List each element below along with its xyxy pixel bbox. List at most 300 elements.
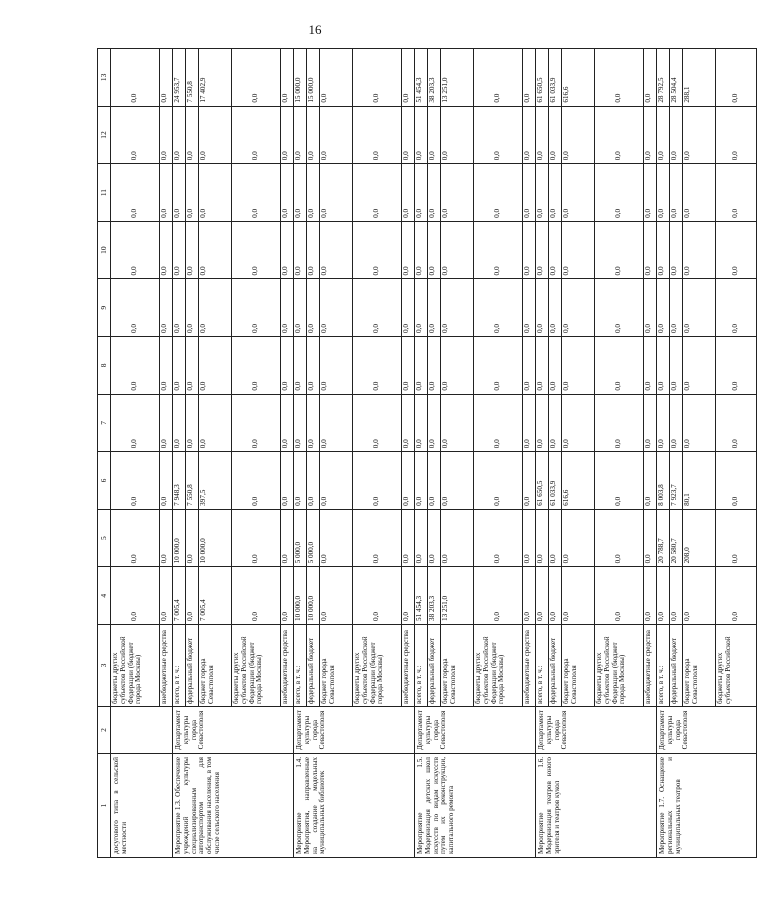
value-cell: 0,0	[474, 337, 523, 395]
value-cell: 28 504,4	[670, 49, 683, 107]
funding-source: федеральный бюджет	[307, 625, 320, 707]
measure-name: Мероприятие 1.7. Оснащение региональных и муниципальных театров	[657, 754, 757, 858]
value-cell: 0,0	[402, 337, 415, 395]
value-cell: 0,0	[111, 567, 160, 625]
value-cell: 0,0	[111, 164, 160, 222]
value-cell: 0,0	[523, 279, 536, 337]
value-cell: 5 000,0	[294, 509, 307, 567]
value-cell: 0,0	[353, 279, 402, 337]
value-cell: 0,0	[173, 221, 186, 279]
value-cell: 288,1	[683, 49, 716, 107]
value-cell: 0,0	[595, 164, 644, 222]
budget-table	[97, 48, 757, 858]
funding-source: всего, в т. ч.:	[294, 625, 307, 707]
value-cell: 0,0	[320, 337, 353, 395]
value-cell: 0,0	[428, 394, 441, 452]
value-cell: 0,0	[683, 394, 716, 452]
value-cell: 0,0	[716, 106, 757, 164]
value-cell: 0,0	[523, 337, 536, 395]
value-cell: 10 000,0	[173, 509, 186, 567]
funding-source: всего, в т. ч.:	[536, 625, 549, 707]
value-cell: 0,0	[111, 337, 160, 395]
value-cell: 0,0	[474, 106, 523, 164]
value-cell: 0,0	[232, 221, 281, 279]
value-cell: 0,0	[523, 394, 536, 452]
value-cell: 0,0	[523, 221, 536, 279]
value-cell: 0,0	[549, 164, 562, 222]
value-cell: 0,0	[320, 509, 353, 567]
value-cell: 0,0	[281, 164, 294, 222]
value-cell: 0,0	[562, 337, 595, 395]
value-cell: 0,0	[415, 221, 428, 279]
value-cell: 0,0	[320, 394, 353, 452]
value-cell: 0,0	[644, 164, 657, 222]
value-cell: 0,0	[281, 337, 294, 395]
value-cell: 0,0	[536, 394, 549, 452]
value-cell: 61 650,5	[536, 49, 549, 107]
responsible-executor: Департамент культуры города Севастополя	[294, 707, 415, 754]
value-cell: 0,0	[232, 337, 281, 395]
column-header-2: 2	[98, 707, 111, 754]
responsible-executor: Департамент культуры города Севастополя	[657, 707, 757, 754]
funding-source: внебюджетные средства	[644, 625, 657, 707]
value-cell: 0,0	[595, 567, 644, 625]
value-cell: 0,0	[441, 337, 474, 395]
value-cell: 0,0	[232, 279, 281, 337]
value-cell: 0,0	[320, 49, 353, 107]
value-cell: 0,0	[415, 509, 428, 567]
value-cell: 0,0	[644, 49, 657, 107]
funding-source: внебюджетные средства	[402, 625, 415, 707]
value-cell: 0,0	[160, 394, 173, 452]
value-cell: 0,0	[353, 106, 402, 164]
value-cell: 0,0	[232, 49, 281, 107]
value-cell: 0,0	[173, 394, 186, 452]
value-cell: 0,0	[536, 221, 549, 279]
value-cell: 0,0	[294, 279, 307, 337]
funding-source: бюджеты других субъектов Российской Федерации (бюджет города Москвы)	[232, 625, 281, 707]
value-cell: 0,0	[160, 279, 173, 337]
value-cell: 0,0	[595, 221, 644, 279]
value-cell: 0,0	[281, 394, 294, 452]
value-cell: 0,0	[657, 164, 670, 222]
value-cell: 0,0	[160, 567, 173, 625]
value-cell: 0,0	[281, 106, 294, 164]
value-cell: 0,0	[644, 509, 657, 567]
value-cell: 0,0	[173, 164, 186, 222]
value-cell: 0,0	[353, 49, 402, 107]
value-cell: 0,0	[199, 337, 232, 395]
value-cell: 0,0	[111, 49, 160, 107]
value-cell: 0,0	[683, 164, 716, 222]
value-cell: 0,0	[716, 49, 757, 107]
funding-source: федеральный бюджет	[549, 625, 562, 707]
funding-source: всего, в т. ч.:	[657, 625, 670, 707]
value-cell: 0,0	[536, 337, 549, 395]
value-cell: 0,0	[320, 452, 353, 510]
value-cell: 0,0	[402, 567, 415, 625]
value-cell: 10 000,0	[294, 567, 307, 625]
value-cell: 0,0	[353, 509, 402, 567]
column-header-12: 12	[98, 106, 111, 164]
value-cell: 0,0	[111, 509, 160, 567]
value-cell: 0,0	[474, 452, 523, 510]
value-cell: 0,0	[294, 164, 307, 222]
value-cell: 0,0	[428, 452, 441, 510]
value-cell: 0,0	[160, 221, 173, 279]
measure-name: Мероприятие 1.4. Мероприятия, направленные на создание модельных муниципальных библиотек	[294, 754, 415, 858]
value-cell: 0,0	[670, 221, 683, 279]
value-cell: 0,0	[232, 509, 281, 567]
value-cell: 80,1	[683, 452, 716, 510]
value-cell: 0,0	[294, 221, 307, 279]
value-cell: 0,0	[523, 452, 536, 510]
value-cell: 0,0	[441, 221, 474, 279]
value-cell: 0,0	[307, 394, 320, 452]
value-cell: 616,6	[562, 452, 595, 510]
measure-name: досугового типа в сельской местности	[111, 754, 173, 858]
value-cell: 0,0	[111, 221, 160, 279]
value-cell: 0,0	[173, 106, 186, 164]
funding-source: бюджет города Севастополя	[683, 625, 716, 707]
value-cell: 0,0	[199, 394, 232, 452]
value-cell: 15 000,0	[307, 49, 320, 107]
table-row	[173, 49, 186, 858]
value-cell: 0,0	[644, 452, 657, 510]
value-cell: 0,0	[670, 106, 683, 164]
value-cell: 51 454,3	[415, 49, 428, 107]
value-cell: 0,0	[186, 221, 199, 279]
value-cell: 0,0	[111, 279, 160, 337]
value-cell: 28 792,5	[657, 49, 670, 107]
value-cell: 0,0	[320, 106, 353, 164]
value-cell: 0,0	[716, 509, 757, 567]
value-cell: 0,0	[683, 279, 716, 337]
value-cell: 0,0	[474, 279, 523, 337]
value-cell: 0,0	[657, 106, 670, 164]
table-row	[111, 49, 160, 858]
value-cell: 0,0	[549, 394, 562, 452]
column-header-3: 3	[98, 625, 111, 707]
value-cell: 0,0	[562, 567, 595, 625]
value-cell: 0,0	[716, 164, 757, 222]
funding-source: бюджеты других субъектов Российской Федерации (бюджет города Москвы)	[353, 625, 402, 707]
value-cell: 0,0	[657, 394, 670, 452]
value-cell: 0,0	[595, 279, 644, 337]
value-cell: 0,0	[186, 106, 199, 164]
value-cell: 0,0	[428, 221, 441, 279]
value-cell: 0,0	[402, 164, 415, 222]
value-cell: 0,0	[644, 567, 657, 625]
value-cell: 0,0	[428, 279, 441, 337]
value-cell: 0,0	[160, 337, 173, 395]
table-row	[415, 49, 428, 858]
value-cell: 0,0	[402, 394, 415, 452]
value-cell: 0,0	[562, 106, 595, 164]
value-cell: 0,0	[111, 452, 160, 510]
value-cell: 0,0	[199, 164, 232, 222]
value-cell: 0,0	[415, 337, 428, 395]
value-cell: 0,0	[320, 164, 353, 222]
value-cell: 0,0	[281, 567, 294, 625]
value-cell: 0,0	[415, 452, 428, 510]
value-cell: 0,0	[428, 509, 441, 567]
funding-source: бюджет города Севастополя	[320, 625, 353, 707]
value-cell: 0,0	[232, 452, 281, 510]
value-cell: 0,0	[595, 49, 644, 107]
value-cell: 8 003,8	[657, 452, 670, 510]
value-cell: 0,0	[523, 509, 536, 567]
value-cell: 0,0	[281, 452, 294, 510]
value-cell: 38 203,3	[428, 567, 441, 625]
measure-name: Мероприятие 1.5. Модернизация детских школ искусств по видам искусств путем их реконструкции, капитального ремонта	[415, 754, 536, 858]
value-cell: 0,0	[428, 337, 441, 395]
responsible-executor: Департамент культуры города Севастополя	[536, 707, 657, 754]
value-cell: 0,0	[111, 394, 160, 452]
value-cell: 0,0	[474, 164, 523, 222]
value-cell: 0,0	[402, 221, 415, 279]
value-cell: 0,0	[199, 106, 232, 164]
measure-name: Мероприятие 1.3. Обеспечение учреждений культуры специализированным автотранспортом для обслуживания населения, в том числе сельского населения	[173, 754, 294, 858]
value-cell: 0,0	[683, 567, 716, 625]
value-cell: 0,0	[670, 567, 683, 625]
value-cell: 0,0	[523, 106, 536, 164]
value-cell: 0,0	[657, 279, 670, 337]
value-cell: 0,0	[683, 221, 716, 279]
value-cell: 7 948,3	[173, 452, 186, 510]
column-header-8: 8	[98, 337, 111, 395]
value-cell: 0,0	[644, 394, 657, 452]
value-cell: 0,0	[320, 567, 353, 625]
value-cell: 0,0	[294, 337, 307, 395]
value-cell: 38 203,3	[428, 49, 441, 107]
column-header-6: 6	[98, 452, 111, 510]
value-cell: 7 923,7	[670, 452, 683, 510]
value-cell: 0,0	[644, 221, 657, 279]
responsible-executor	[111, 707, 173, 754]
value-cell: 61 650,5	[536, 452, 549, 510]
value-cell: 0,0	[353, 337, 402, 395]
table-row	[536, 49, 549, 858]
value-cell: 0,0	[415, 394, 428, 452]
value-cell: 0,0	[549, 221, 562, 279]
value-cell: 0,0	[402, 106, 415, 164]
value-cell: 0,0	[402, 452, 415, 510]
responsible-executor: Департамент культуры города Севастополя	[415, 707, 536, 754]
value-cell: 0,0	[232, 567, 281, 625]
column-header-11: 11	[98, 164, 111, 222]
value-cell: 0,0	[353, 164, 402, 222]
value-cell: 0,0	[415, 279, 428, 337]
value-cell: 0,0	[199, 221, 232, 279]
value-cell: 0,0	[173, 279, 186, 337]
funding-source: всего, в т. ч.:	[415, 625, 428, 707]
funding-source: бюджеты других субъектов Российской Федерации (бюджет города Москвы)	[595, 625, 644, 707]
responsible-executor: Департамент культуры города Севастополя	[173, 707, 294, 754]
value-cell: 61 033,9	[549, 452, 562, 510]
value-cell: 17 402,9	[199, 49, 232, 107]
value-cell: 0,0	[307, 106, 320, 164]
value-cell: 0,0	[644, 279, 657, 337]
value-cell: 0,0	[562, 164, 595, 222]
value-cell: 0,0	[232, 106, 281, 164]
value-cell: 10 000,0	[307, 567, 320, 625]
value-cell: 0,0	[670, 337, 683, 395]
value-cell: 0,0	[474, 394, 523, 452]
value-cell: 0,0	[523, 49, 536, 107]
funding-source: внебюджетные средства	[281, 625, 294, 707]
value-cell: 0,0	[353, 221, 402, 279]
column-header-13: 13	[98, 49, 111, 107]
value-cell: 0,0	[536, 164, 549, 222]
value-cell: 0,0	[294, 106, 307, 164]
value-cell: 0,0	[549, 106, 562, 164]
value-cell: 7 005,4	[199, 567, 232, 625]
value-cell: 51 454,3	[415, 567, 428, 625]
value-cell: 0,0	[353, 567, 402, 625]
value-cell: 0,0	[281, 221, 294, 279]
value-cell: 0,0	[670, 394, 683, 452]
funding-source: внебюджетные средства	[523, 625, 536, 707]
value-cell: 0,0	[441, 394, 474, 452]
value-cell: 10 000,0	[199, 509, 232, 567]
value-cell: 0,0	[644, 106, 657, 164]
value-cell: 0,0	[402, 509, 415, 567]
value-cell: 0,0	[294, 452, 307, 510]
value-cell: 0,0	[186, 567, 199, 625]
funding-source: бюджет города Севастополя	[562, 625, 595, 707]
value-cell: 0,0	[683, 106, 716, 164]
value-cell: 0,0	[657, 567, 670, 625]
value-cell: 0,0	[307, 221, 320, 279]
value-cell: 61 033,9	[549, 49, 562, 107]
column-number-header-row	[98, 49, 111, 858]
value-cell: 7 550,8	[186, 49, 199, 107]
value-cell: 0,0	[441, 509, 474, 567]
value-cell: 0,0	[415, 164, 428, 222]
value-cell: 0,0	[353, 452, 402, 510]
table-body	[111, 49, 757, 858]
value-cell: 0,0	[474, 509, 523, 567]
value-cell: 208,0	[683, 509, 716, 567]
value-cell: 616,6	[562, 49, 595, 107]
funding-source: бюджеты других субъектов Российской Федерации (бюджет города Москвы)	[111, 625, 160, 707]
value-cell: 0,0	[281, 279, 294, 337]
page-number: 16	[308, 22, 322, 37]
value-cell: 0,0	[595, 106, 644, 164]
value-cell: 0,0	[441, 164, 474, 222]
value-cell: 0,0	[111, 106, 160, 164]
funding-source: бюджет города Севастополя	[199, 625, 232, 707]
funding-source: федеральный бюджет	[186, 625, 199, 707]
funding-source: федеральный бюджет	[428, 625, 441, 707]
column-header-5: 5	[98, 509, 111, 567]
value-cell: 0,0	[160, 452, 173, 510]
value-cell: 0,0	[536, 279, 549, 337]
value-cell: 0,0	[562, 509, 595, 567]
value-cell: 0,0	[536, 106, 549, 164]
measure-name: Мероприятие 1.6. Модернизация театров юного зрителя и театров кукол	[536, 754, 657, 858]
value-cell: 0,0	[186, 394, 199, 452]
value-cell: 0,0	[353, 394, 402, 452]
value-cell: 0,0	[320, 221, 353, 279]
value-cell: 0,0	[199, 279, 232, 337]
value-cell: 0,0	[294, 394, 307, 452]
value-cell: 13 251,0	[441, 49, 474, 107]
value-cell: 0,0	[307, 337, 320, 395]
value-cell: 0,0	[716, 279, 757, 337]
value-cell: 0,0	[402, 279, 415, 337]
column-header-7: 7	[98, 394, 111, 452]
column-header-1: 1	[98, 754, 111, 858]
value-cell: 0,0	[402, 49, 415, 107]
value-cell: 0,0	[536, 567, 549, 625]
column-header-9: 9	[98, 279, 111, 337]
value-cell: 0,0	[562, 279, 595, 337]
value-cell: 0,0	[536, 509, 549, 567]
value-cell: 0,0	[683, 337, 716, 395]
funding-source: всего, в т. ч.:	[173, 625, 186, 707]
value-cell: 0,0	[186, 164, 199, 222]
value-cell: 397,5	[199, 452, 232, 510]
value-cell: 0,0	[160, 164, 173, 222]
value-cell: 0,0	[428, 164, 441, 222]
value-cell: 0,0	[549, 279, 562, 337]
value-cell: 0,0	[716, 337, 757, 395]
value-cell: 0,0	[160, 49, 173, 107]
value-cell: 0,0	[595, 394, 644, 452]
value-cell: 0,0	[320, 279, 353, 337]
funding-source: внебюджетные средства	[160, 625, 173, 707]
table-row	[657, 49, 670, 858]
value-cell: 0,0	[716, 567, 757, 625]
value-cell: 0,0	[670, 164, 683, 222]
value-cell: 0,0	[186, 279, 199, 337]
rotated-table-container	[97, 49, 740, 858]
value-cell: 0,0	[160, 509, 173, 567]
value-cell: 0,0	[441, 106, 474, 164]
value-cell: 7 550,8	[186, 452, 199, 510]
value-cell: 20 788,7	[657, 509, 670, 567]
value-cell: 0,0	[670, 279, 683, 337]
value-cell: 0,0	[716, 452, 757, 510]
value-cell: 0,0	[232, 394, 281, 452]
value-cell: 0,0	[474, 567, 523, 625]
value-cell: 0,0	[307, 164, 320, 222]
value-cell: 0,0	[441, 279, 474, 337]
value-cell: 0,0	[716, 394, 757, 452]
funding-source: бюджеты других субъектов Российской	[716, 625, 757, 707]
column-header-4: 4	[98, 567, 111, 625]
column-header-10: 10	[98, 221, 111, 279]
value-cell: 0,0	[562, 221, 595, 279]
value-cell: 0,0	[716, 221, 757, 279]
value-cell: 20 580,7	[670, 509, 683, 567]
value-cell: 0,0	[186, 337, 199, 395]
value-cell: 0,0	[160, 106, 173, 164]
value-cell: 0,0	[549, 567, 562, 625]
table-row	[294, 49, 307, 858]
funding-source: бюджет города Севастополя	[441, 625, 474, 707]
value-cell: 24 953,7	[173, 49, 186, 107]
value-cell: 15 000,0	[294, 49, 307, 107]
value-cell: 0,0	[523, 164, 536, 222]
value-cell: 0,0	[281, 49, 294, 107]
value-cell: 0,0	[173, 337, 186, 395]
funding-source: федеральный бюджет	[670, 625, 683, 707]
value-cell: 0,0	[232, 164, 281, 222]
value-cell: 0,0	[523, 567, 536, 625]
